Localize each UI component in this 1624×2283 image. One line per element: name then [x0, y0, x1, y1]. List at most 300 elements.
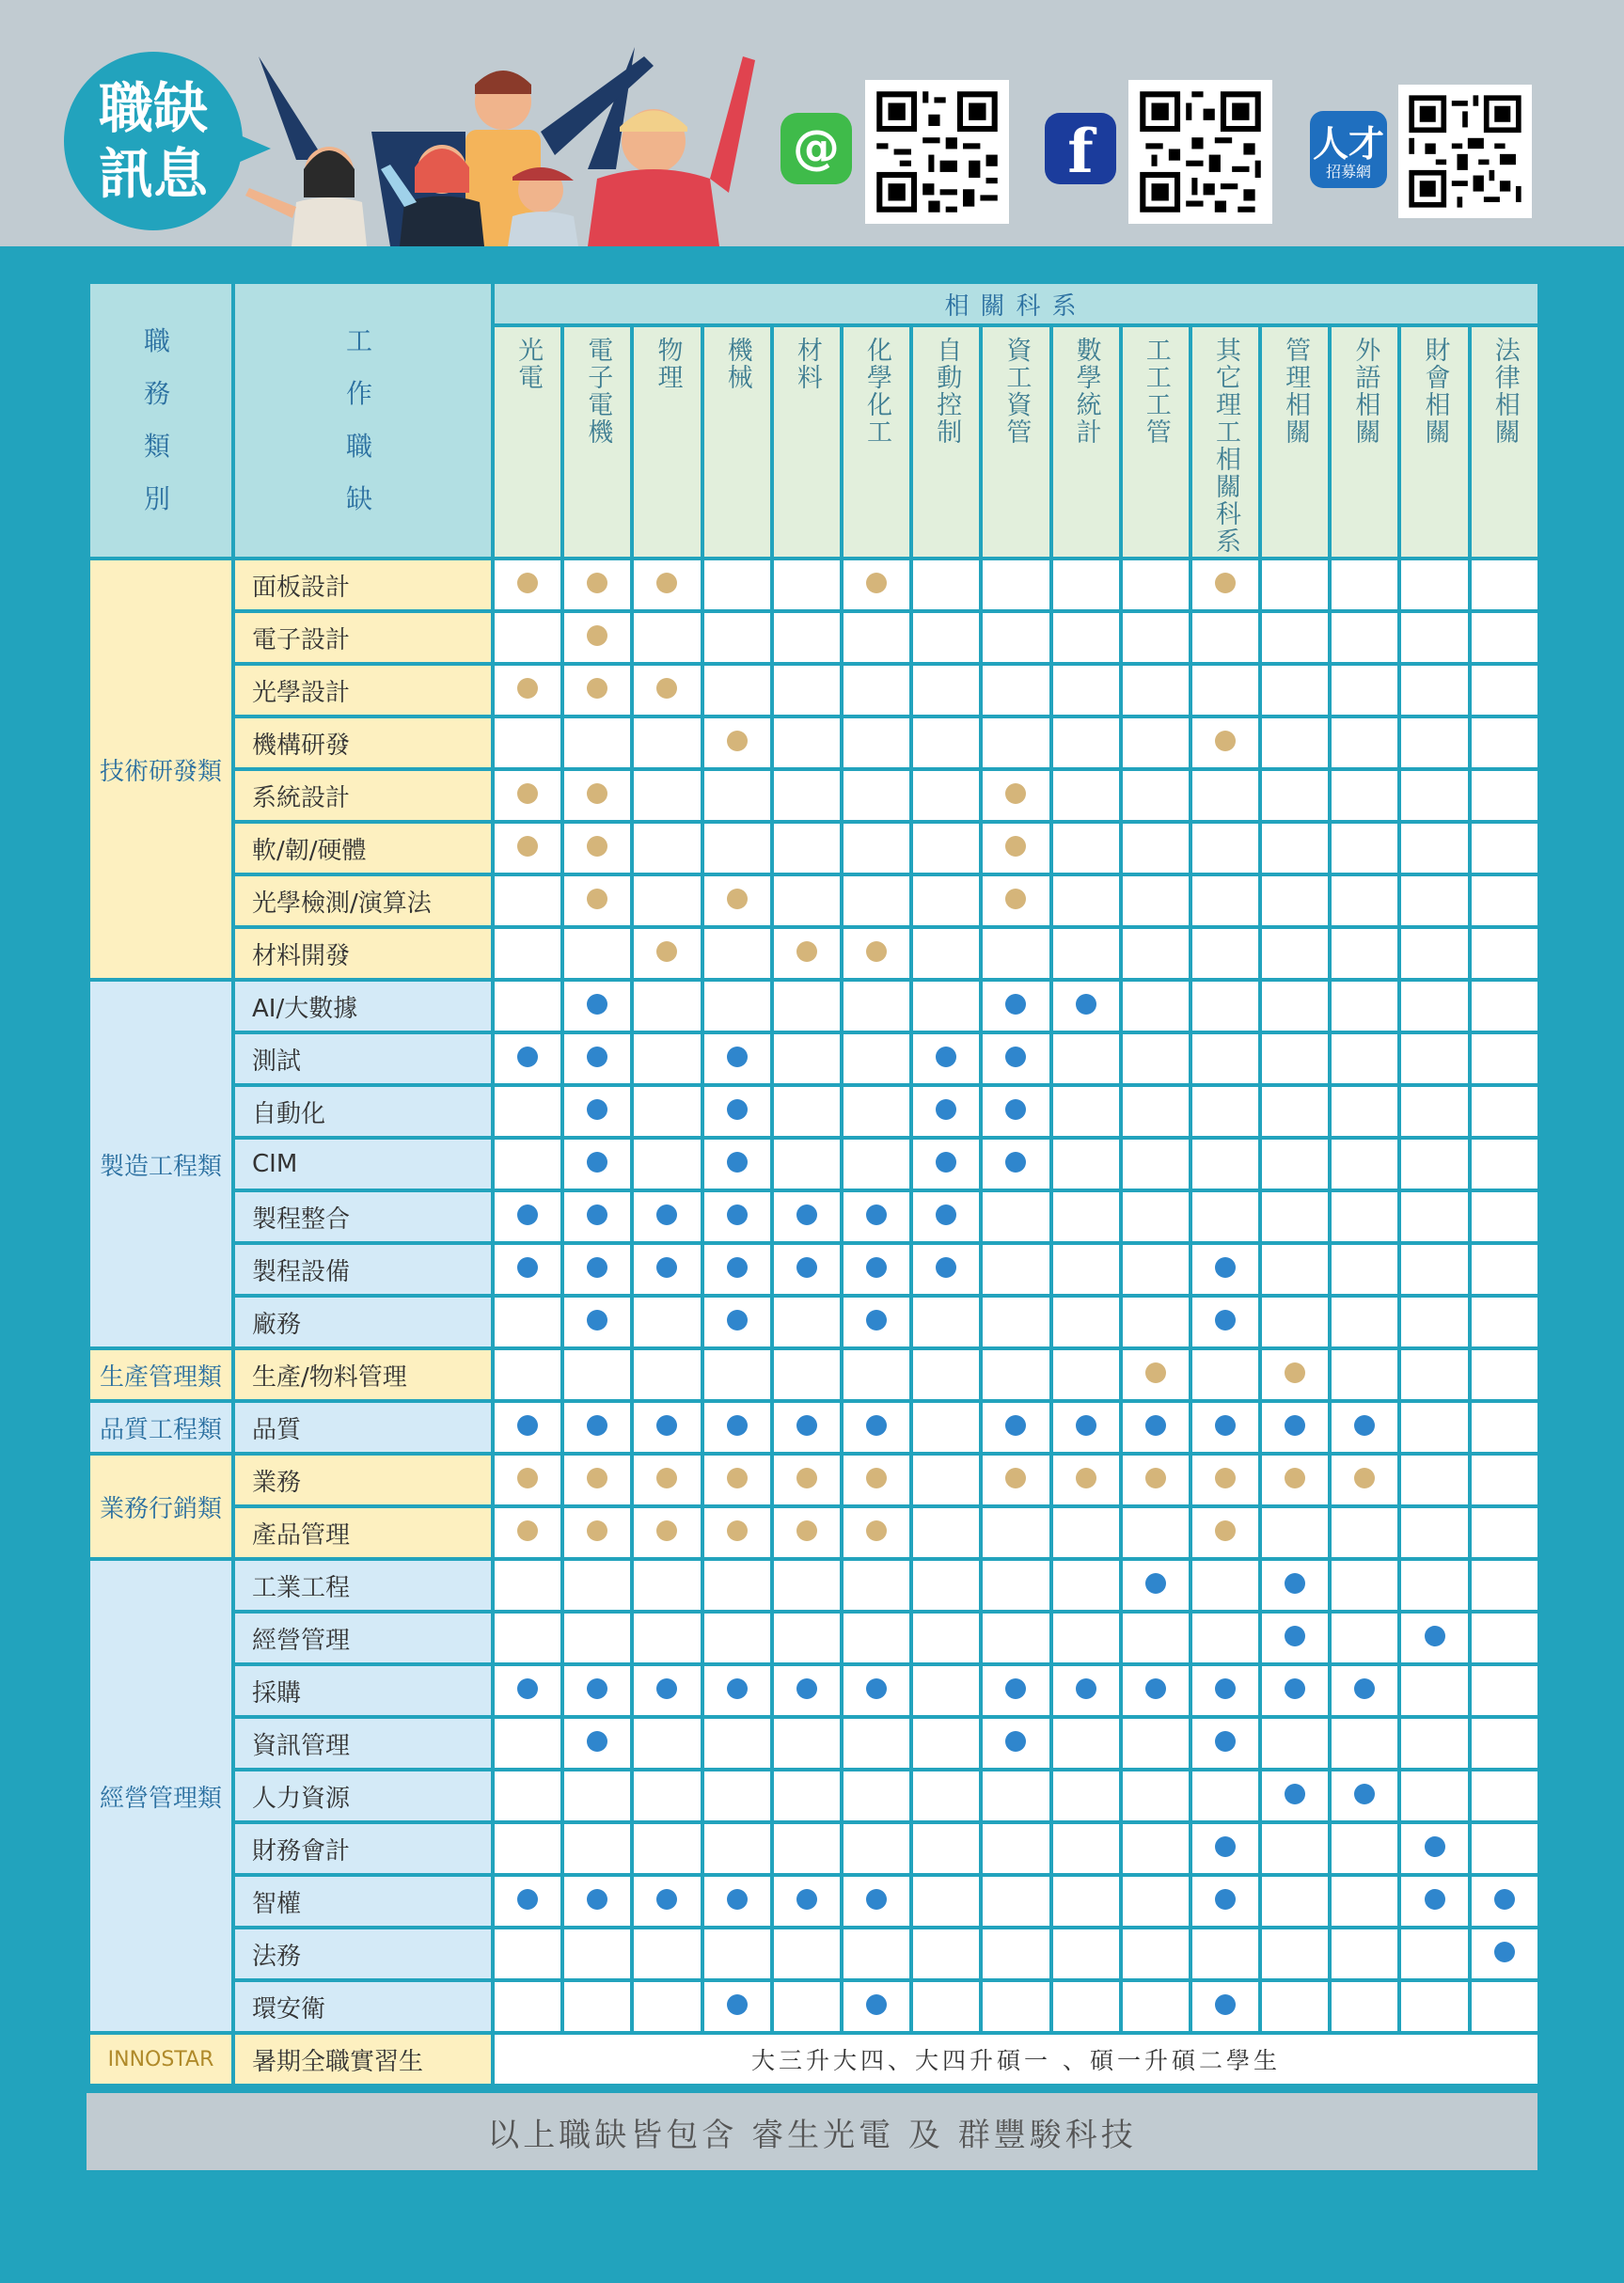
match-cell	[1260, 1454, 1330, 1506]
match-cell	[702, 716, 772, 769]
department-label: 其它理工相關科系	[1210, 337, 1240, 555]
match-cell	[1330, 1928, 1399, 1980]
job-row	[88, 1875, 1539, 1928]
match-cell	[981, 611, 1050, 664]
department-label: 電子電機	[583, 337, 613, 446]
match-cell	[842, 611, 911, 664]
match-cell	[562, 980, 632, 1032]
match-cell	[1121, 1454, 1190, 1506]
match-cell	[1190, 1612, 1260, 1664]
match-cell	[493, 1875, 562, 1928]
match-cell	[911, 1138, 981, 1190]
match-cell	[1121, 716, 1190, 769]
related-departments-header	[493, 282, 1539, 325]
match-cell	[911, 1559, 981, 1612]
match-dot	[1215, 1468, 1236, 1488]
match-cell	[1121, 1980, 1190, 2033]
match-cell	[1190, 611, 1260, 664]
match-cell	[493, 1612, 562, 1664]
match-cell	[842, 1243, 911, 1296]
match-cell	[493, 1454, 562, 1506]
match-cell	[1051, 1928, 1121, 1980]
match-cell	[702, 1348, 772, 1401]
job-row	[88, 664, 1539, 716]
match-cell	[1330, 1980, 1399, 2033]
match-cell	[1260, 559, 1330, 611]
match-cell	[702, 1559, 772, 1612]
match-cell	[1121, 1664, 1190, 1717]
match-cell	[562, 1559, 632, 1612]
match-cell	[1330, 1085, 1399, 1138]
match-cell	[1470, 1085, 1539, 1138]
match-cell	[842, 1717, 911, 1770]
department-label: 化學化工	[862, 337, 892, 446]
match-cell	[1260, 822, 1330, 874]
facebook-icon[interactable]	[1045, 113, 1116, 187]
job-title-cell: 法務	[233, 1928, 493, 1980]
match-cell	[1399, 1348, 1469, 1401]
match-cell	[1190, 1032, 1260, 1085]
match-cell	[1190, 1138, 1260, 1190]
match-cell	[632, 1138, 702, 1190]
match-cell	[772, 927, 842, 980]
match-dot	[587, 678, 607, 699]
match-dot	[727, 1310, 748, 1330]
match-cell	[493, 1243, 562, 1296]
match-dot	[587, 1257, 607, 1278]
match-cell	[981, 1559, 1050, 1612]
match-dot	[1076, 1415, 1096, 1436]
match-cell	[1190, 1190, 1260, 1243]
match-cell	[1260, 1612, 1330, 1664]
match-cell	[562, 1190, 632, 1243]
match-dot	[1215, 1731, 1236, 1752]
match-cell	[911, 1190, 981, 1243]
match-cell	[1330, 1348, 1399, 1401]
match-cell	[632, 559, 702, 611]
department-header-cell	[1470, 325, 1539, 559]
match-cell	[632, 1980, 702, 2033]
match-cell	[562, 664, 632, 716]
match-cell	[632, 769, 702, 822]
match-cell	[911, 1401, 981, 1454]
match-cell	[772, 1612, 842, 1664]
match-cell	[1121, 1717, 1190, 1770]
match-dot	[587, 1047, 607, 1067]
match-cell	[1260, 1401, 1330, 1454]
match-cell	[702, 1085, 772, 1138]
match-cell	[842, 1612, 911, 1664]
match-cell	[1051, 611, 1121, 664]
match-cell	[493, 1296, 562, 1348]
match-cell	[632, 1822, 702, 1875]
match-dot	[587, 1889, 607, 1910]
match-dot	[517, 1047, 538, 1067]
category-cell: 業務行銷類	[88, 1454, 233, 1559]
match-cell	[1399, 769, 1469, 822]
match-cell	[493, 1559, 562, 1612]
match-cell	[1190, 1928, 1260, 1980]
match-cell	[702, 1664, 772, 1717]
match-cell	[1051, 1401, 1121, 1454]
match-dot	[866, 1678, 887, 1699]
match-dot	[587, 783, 607, 804]
match-cell	[562, 1875, 632, 1928]
job-row	[88, 1612, 1539, 1664]
match-cell	[1190, 1980, 1260, 2033]
related-departments-label: 相關科系	[944, 291, 1088, 321]
match-dot	[1354, 1468, 1375, 1488]
match-cell	[772, 1085, 842, 1138]
match-dot	[1425, 1889, 1445, 1910]
match-cell	[632, 822, 702, 874]
match-cell	[1051, 1085, 1121, 1138]
match-cell	[632, 1875, 702, 1928]
match-cell	[1470, 1822, 1539, 1875]
match-dot	[656, 1678, 677, 1699]
job-row	[88, 1822, 1539, 1875]
job-row	[88, 874, 1539, 927]
match-cell	[1051, 1664, 1121, 1717]
match-cell	[911, 1032, 981, 1085]
match-cell	[562, 1928, 632, 1980]
people-illustration	[230, 28, 757, 246]
match-cell	[1260, 1296, 1330, 1348]
match-cell	[1330, 1296, 1399, 1348]
match-cell	[981, 559, 1050, 611]
match-dot	[517, 1889, 538, 1910]
match-cell	[981, 1085, 1050, 1138]
match-cell	[493, 611, 562, 664]
department-label: 財會相關	[1420, 337, 1450, 446]
match-dot	[1215, 1994, 1236, 2015]
match-cell	[1470, 1348, 1539, 1401]
match-cell	[1190, 822, 1260, 874]
match-dot	[517, 1415, 538, 1436]
match-cell	[1190, 1770, 1260, 1822]
department-header-cell	[562, 325, 632, 559]
match-cell	[702, 1138, 772, 1190]
match-cell	[1470, 559, 1539, 611]
intern-eligibility-note: 大三升大四、大四升碩一 、碩一升碩二學生	[493, 2033, 1539, 2086]
match-dot	[1285, 1573, 1305, 1594]
match-cell	[1190, 980, 1260, 1032]
match-cell	[911, 611, 981, 664]
match-cell	[1051, 1138, 1121, 1190]
match-cell	[702, 769, 772, 822]
match-cell	[1399, 822, 1469, 874]
banner-title	[64, 52, 243, 230]
match-cell	[562, 716, 632, 769]
match-cell	[1470, 874, 1539, 927]
match-cell	[842, 664, 911, 716]
department-header-cell	[493, 325, 562, 559]
match-cell	[1470, 1296, 1539, 1348]
match-cell	[702, 1243, 772, 1296]
match-dot	[727, 1204, 748, 1225]
match-dot	[1005, 889, 1026, 909]
match-cell	[981, 874, 1050, 927]
match-cell	[842, 559, 911, 611]
job-title-cell: 製程整合	[233, 1190, 493, 1243]
match-dot	[587, 994, 607, 1015]
match-cell	[842, 1085, 911, 1138]
match-dot	[1005, 1468, 1026, 1488]
match-cell	[842, 1822, 911, 1875]
match-cell	[562, 822, 632, 874]
match-cell	[911, 716, 981, 769]
banner-title-line1: 職缺	[98, 76, 208, 140]
match-cell	[702, 664, 772, 716]
banner-title-line2: 訊息	[98, 142, 208, 206]
match-cell	[911, 1296, 981, 1348]
job-bank-caption: 招募網	[1325, 163, 1371, 181]
match-cell	[1190, 1506, 1260, 1559]
line-qr-code	[865, 80, 1009, 224]
category-cell: 技術研發類	[88, 559, 233, 980]
job-row	[88, 1770, 1539, 1822]
match-dot	[587, 836, 607, 857]
match-cell	[493, 980, 562, 1032]
job-row	[88, 1559, 1539, 1612]
match-cell	[493, 1928, 562, 1980]
intern-row	[88, 2033, 1539, 2086]
match-dot	[587, 1678, 607, 1699]
match-cell	[632, 716, 702, 769]
match-dot	[1005, 1152, 1026, 1173]
match-cell	[702, 822, 772, 874]
match-cell	[1121, 822, 1190, 874]
match-cell	[981, 1612, 1050, 1664]
job-row	[88, 559, 1539, 611]
match-cell	[1190, 1559, 1260, 1612]
match-cell	[772, 1717, 842, 1770]
match-cell	[1051, 1980, 1121, 2033]
match-cell	[1399, 559, 1469, 611]
col-job-label: 工作職缺	[345, 325, 380, 514]
match-cell	[1330, 1664, 1399, 1717]
match-dot	[656, 1257, 677, 1278]
match-cell	[1190, 1296, 1260, 1348]
match-cell	[842, 1138, 911, 1190]
department-header-cell	[911, 325, 981, 559]
match-dot	[587, 1731, 607, 1752]
department-header-cell	[1260, 325, 1330, 559]
department-header-cell	[702, 325, 772, 559]
match-cell	[842, 1980, 911, 2033]
match-cell	[1399, 1612, 1469, 1664]
match-cell	[632, 1928, 702, 1980]
match-cell	[911, 1348, 981, 1401]
match-dot	[1285, 1626, 1305, 1646]
match-cell	[1190, 1664, 1260, 1717]
match-cell	[562, 1770, 632, 1822]
match-cell	[1470, 769, 1539, 822]
match-dot	[1145, 1573, 1166, 1594]
match-cell	[911, 1664, 981, 1717]
facebook-f-glyph: f	[1067, 117, 1094, 187]
match-dot	[1005, 1731, 1026, 1752]
match-cell	[702, 1401, 772, 1454]
match-cell	[702, 1296, 772, 1348]
match-dot	[936, 1152, 956, 1173]
line-icon[interactable]	[780, 113, 852, 184]
match-cell	[911, 1928, 981, 1980]
match-cell	[1051, 1348, 1121, 1401]
department-label: 管理相關	[1281, 337, 1311, 446]
match-cell	[1330, 1032, 1399, 1085]
match-dot	[727, 889, 748, 909]
match-cell	[911, 822, 981, 874]
match-dot	[517, 1520, 538, 1541]
match-cell	[632, 1770, 702, 1822]
job-title-cell: 光學檢測/演算法	[233, 874, 493, 927]
job-title-cell: 財務會計	[233, 1822, 493, 1875]
match-cell	[632, 1401, 702, 1454]
department-header-cell	[772, 325, 842, 559]
match-cell	[911, 980, 981, 1032]
job-title-cell: 經營管理	[233, 1612, 493, 1664]
match-cell	[1051, 1612, 1121, 1664]
intern-job-cell: 暑期全職實習生	[233, 2033, 493, 2086]
job-row	[88, 1296, 1539, 1348]
match-cell	[632, 1559, 702, 1612]
match-cell	[842, 1401, 911, 1454]
match-cell	[1260, 980, 1330, 1032]
match-dot	[727, 1099, 748, 1120]
match-cell	[772, 1822, 842, 1875]
match-cell	[1121, 1875, 1190, 1928]
job-bank-icon[interactable]	[1310, 111, 1387, 188]
match-cell	[1121, 1243, 1190, 1296]
match-cell	[1330, 1559, 1399, 1612]
match-cell	[1399, 1770, 1469, 1822]
match-cell	[632, 1085, 702, 1138]
job-row	[88, 1928, 1539, 1980]
match-dot	[1285, 1362, 1305, 1383]
match-dot	[587, 1520, 607, 1541]
match-dot	[727, 1520, 748, 1541]
match-cell	[1260, 1085, 1330, 1138]
match-cell	[981, 1401, 1050, 1454]
job-row	[88, 1348, 1539, 1401]
match-cell	[1121, 874, 1190, 927]
match-cell	[1330, 716, 1399, 769]
match-cell	[1051, 1296, 1121, 1348]
footer-note: 以上職缺皆包含 睿生光電 及 群豐駿科技	[87, 2093, 1537, 2170]
job-title-cell: 自動化	[233, 1085, 493, 1138]
match-dot	[936, 1204, 956, 1225]
match-cell	[1190, 1875, 1260, 1928]
match-dot	[1425, 1626, 1445, 1646]
match-cell	[702, 1875, 772, 1928]
match-cell	[1399, 927, 1469, 980]
match-cell	[772, 1875, 842, 1928]
match-cell	[1121, 1348, 1190, 1401]
department-header-cell	[842, 325, 911, 559]
match-cell	[1399, 1454, 1469, 1506]
match-cell	[562, 1822, 632, 1875]
match-cell	[1330, 1454, 1399, 1506]
job-row	[88, 1243, 1539, 1296]
job-title-cell: 業務	[233, 1454, 493, 1506]
job-title-cell: 製程設備	[233, 1243, 493, 1296]
match-cell	[1190, 927, 1260, 980]
match-cell	[632, 664, 702, 716]
match-cell	[1260, 1559, 1330, 1612]
match-cell	[842, 1506, 911, 1559]
match-cell	[1470, 1717, 1539, 1770]
match-dot	[656, 1468, 677, 1488]
match-cell	[1051, 664, 1121, 716]
match-cell	[1399, 1559, 1469, 1612]
match-cell	[493, 716, 562, 769]
match-dot	[936, 1099, 956, 1120]
job-title-cell: 系統設計	[233, 769, 493, 822]
match-cell	[981, 1454, 1050, 1506]
match-cell	[1260, 664, 1330, 716]
match-dot	[866, 1257, 887, 1278]
job-row	[88, 769, 1539, 822]
match-cell	[842, 1664, 911, 1717]
match-cell	[1330, 1770, 1399, 1822]
intern-category-cell: INNOSTAR	[88, 2033, 233, 2086]
match-cell	[1260, 1032, 1330, 1085]
match-cell	[702, 980, 772, 1032]
match-cell	[842, 716, 911, 769]
match-cell	[981, 822, 1050, 874]
match-cell	[493, 1085, 562, 1138]
match-cell	[1470, 1401, 1539, 1454]
match-dot	[656, 1889, 677, 1910]
match-cell	[1051, 1717, 1121, 1770]
match-cell	[842, 1770, 911, 1822]
match-cell	[1051, 1190, 1121, 1243]
match-cell	[1260, 1822, 1330, 1875]
match-dot	[517, 783, 538, 804]
match-dot	[796, 1678, 817, 1699]
match-cell	[1399, 1032, 1469, 1085]
match-cell	[1051, 1454, 1121, 1506]
match-cell	[1121, 1138, 1190, 1190]
match-cell	[772, 1770, 842, 1822]
department-label: 資工資管	[1001, 337, 1032, 446]
match-cell	[842, 874, 911, 927]
match-cell	[1051, 1559, 1121, 1612]
match-cell	[1470, 1875, 1539, 1928]
match-cell	[1121, 1190, 1190, 1243]
match-dot	[1215, 1257, 1236, 1278]
match-cell	[1399, 1875, 1469, 1928]
match-cell	[1399, 1401, 1469, 1454]
match-cell	[772, 1348, 842, 1401]
match-cell	[493, 664, 562, 716]
match-cell	[1260, 1506, 1330, 1559]
match-cell	[911, 1875, 981, 1928]
match-dot	[587, 1152, 607, 1173]
match-dot	[936, 1047, 956, 1067]
match-cell	[1260, 1190, 1330, 1243]
match-dot	[1005, 994, 1026, 1015]
match-cell	[772, 1980, 842, 2033]
job-title-cell: 人力資源	[233, 1770, 493, 1822]
match-cell	[772, 1454, 842, 1506]
match-dot	[587, 889, 607, 909]
match-cell	[1260, 611, 1330, 664]
match-cell	[981, 1717, 1050, 1770]
match-dot	[587, 1415, 607, 1436]
job-title-cell: 光學設計	[233, 664, 493, 716]
